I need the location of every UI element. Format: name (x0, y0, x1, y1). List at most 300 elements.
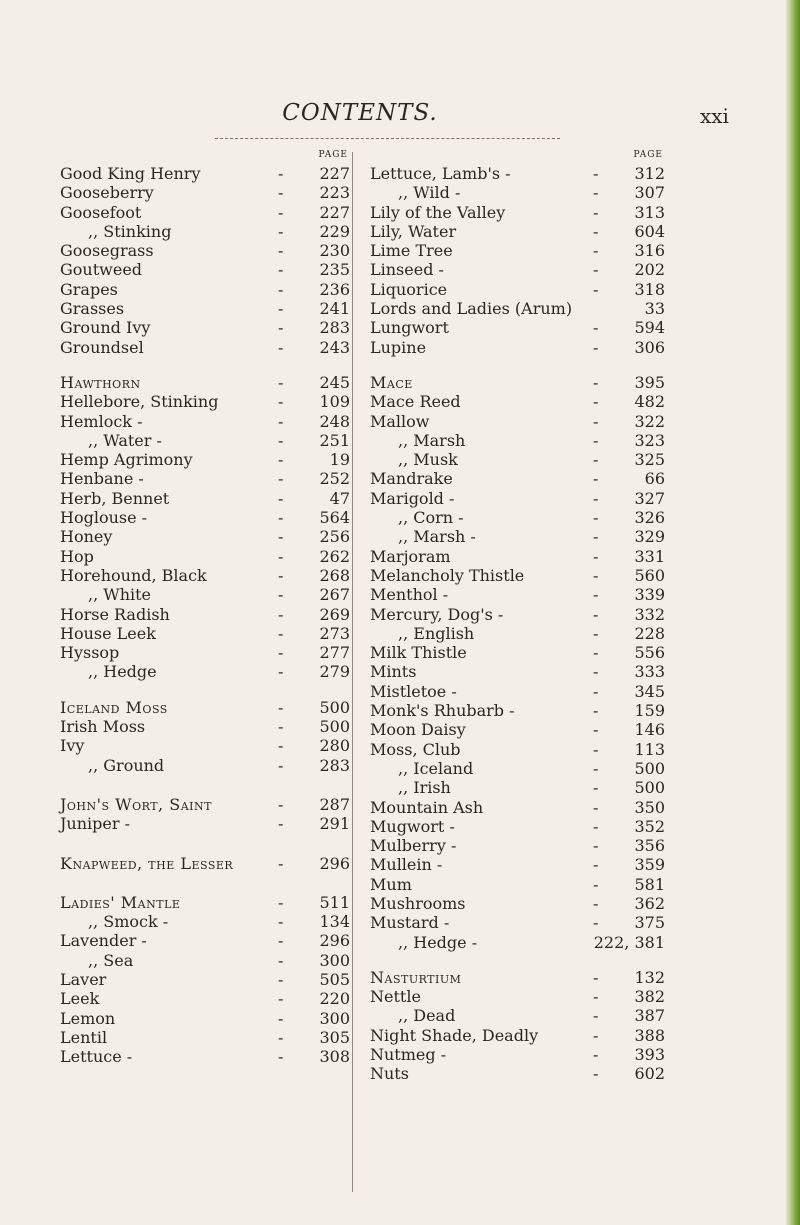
index-entry (370, 1026, 665, 1045)
index-entry (370, 894, 665, 913)
entry-name: Lettuce, Lamb's - (370, 164, 511, 183)
index-entry (370, 450, 665, 469)
entry-leader: - (278, 585, 284, 605)
entry-leader: - (593, 720, 599, 740)
entry-page-number: 300 (319, 1008, 350, 1028)
entry-page-number: 19 (329, 450, 350, 470)
entry-leader: - (593, 279, 599, 299)
index-entry (370, 987, 665, 1006)
entry-name: Marjoram (370, 546, 451, 566)
entry-leader: - (278, 931, 284, 951)
entry-name: Grasses (60, 299, 125, 319)
entry-page-number: 604 (634, 221, 665, 241)
entry-leader: - (593, 1064, 599, 1084)
entry-page-number: 511 (319, 892, 350, 912)
header-rule (215, 138, 560, 139)
section-gap (60, 682, 350, 698)
entry-leader: - (278, 469, 284, 489)
entry-leader: - (278, 912, 284, 932)
entry-page-number: 222, 381 (593, 932, 665, 952)
entry-leader: - (593, 797, 599, 817)
index-entry (60, 1009, 350, 1028)
entry-page-number: 277 (319, 643, 350, 663)
entry-leader: - (278, 546, 284, 566)
entry-name: Mace (370, 372, 413, 392)
column-divider (352, 152, 353, 1192)
entry-leader: - (278, 892, 284, 912)
entry-page-number: 393 (634, 1045, 665, 1065)
index-entry (60, 854, 350, 873)
entry-page-number: 132 (634, 967, 665, 987)
entry-leader: - (278, 392, 284, 412)
entry-page-number: 268 (319, 565, 350, 585)
entry-page-number: 350 (634, 797, 665, 817)
entry-name: Mandrake (370, 469, 453, 489)
index-entry (370, 778, 665, 797)
entry-name: Mulberry - (370, 836, 457, 856)
entry-page-number: 500 (319, 717, 350, 737)
index-entry (60, 814, 350, 833)
entry-leader: - (593, 469, 599, 489)
entry-leader: - (278, 717, 284, 737)
index-entry (370, 1006, 665, 1025)
entry-page-number: 482 (634, 392, 665, 412)
entry-page-number: 296 (319, 931, 350, 951)
index-entry (370, 260, 665, 279)
entry-page-number: 279 (319, 662, 350, 682)
entry-name: ,, Water - (88, 430, 162, 450)
index-entry (370, 183, 665, 202)
entry-page-number: 245 (319, 372, 350, 392)
entry-leader: - (593, 488, 599, 508)
entry-page-number: 375 (634, 913, 665, 933)
entry-page-number: 395 (634, 372, 665, 392)
entry-page-number: 332 (634, 604, 665, 624)
index-entry (60, 373, 350, 392)
entry-leader: - (593, 241, 599, 261)
entry-name: Lily of the Valley (370, 202, 506, 222)
entry-leader: - (278, 736, 284, 756)
index-entry (60, 970, 350, 989)
entry-name: Lupine (370, 337, 427, 357)
entry-page-number: 387 (634, 1006, 665, 1026)
entry-page-number: 307 (634, 183, 665, 203)
index-entry (60, 566, 350, 585)
entry-leader: - (278, 260, 284, 280)
entry-name: Lentil (60, 1027, 108, 1047)
index-entry (370, 798, 665, 817)
entry-page-number: 280 (319, 736, 350, 756)
entry-page-number: 283 (319, 755, 350, 775)
section-gap (370, 952, 665, 968)
entry-name: Linseed - (370, 260, 444, 280)
entry-name: Hemp Agrimony (60, 450, 193, 470)
index-entry (60, 164, 350, 183)
index-entry (370, 241, 665, 260)
index-entry (370, 566, 665, 585)
entry-name: Night Shade, Deadly (370, 1025, 539, 1045)
entry-name: Liquorice (370, 279, 448, 299)
index-entry (370, 469, 665, 488)
entry-leader: - (593, 527, 599, 547)
entry-leader: - (593, 260, 599, 280)
entry-page-number: 564 (319, 508, 350, 528)
index-entry (60, 450, 350, 469)
index-column-left (60, 150, 350, 1066)
entry-page-number: 594 (634, 318, 665, 338)
entry-name: Mallow (370, 411, 430, 431)
entry-page-number: 327 (634, 488, 665, 508)
entry-name: ,, Wild - (398, 183, 461, 203)
index-entry (60, 605, 350, 624)
entry-name: Mountain Ash (370, 797, 484, 817)
entry-page-number: 329 (634, 527, 665, 547)
index-entry (60, 736, 350, 755)
index-entry (370, 682, 665, 701)
index-entry (370, 720, 665, 739)
section-gap (60, 873, 350, 893)
index-entry (370, 203, 665, 222)
entry-name: ,, Hedge (88, 662, 157, 682)
entry-leader: - (278, 488, 284, 508)
entry-name: Nettle (370, 987, 421, 1007)
page-title: CONTENTS. (282, 100, 438, 126)
entry-page-number: 345 (634, 681, 665, 701)
entry-leader: - (593, 816, 599, 836)
entry-leader: - (593, 164, 599, 183)
page-column-header: PAGE (318, 150, 348, 160)
entry-name: ,, Sea (88, 950, 134, 970)
index-entry (370, 913, 665, 932)
entry-leader: - (593, 893, 599, 913)
entry-page-number: 318 (634, 279, 665, 299)
entry-leader: - (278, 279, 284, 299)
entry-leader: - (593, 508, 599, 528)
entry-name: Melancholy Thistle (370, 565, 525, 585)
entry-name: Hoglouse - (60, 508, 148, 528)
entry-page-number: 109 (319, 392, 350, 412)
entry-page-number: 500 (634, 778, 665, 798)
entry-name: John's Wort, Saint (60, 794, 212, 814)
section-gap (370, 357, 665, 373)
index-entry (60, 893, 350, 912)
index-entry (370, 318, 665, 337)
entry-leader: - (278, 1008, 284, 1028)
entry-name: ,, Smock - (88, 912, 169, 932)
index-entry (60, 318, 350, 337)
entry-leader: - (278, 221, 284, 241)
entry-name: Hop (60, 546, 94, 566)
entry-leader: - (278, 337, 284, 357)
entry-page-number: 241 (319, 299, 350, 319)
entry-page-number: 283 (319, 318, 350, 338)
index-entry (370, 759, 665, 778)
index-entry (60, 489, 350, 508)
entry-page-number: 505 (319, 969, 350, 989)
index-entry (60, 1047, 350, 1066)
index-entry (370, 299, 665, 318)
entry-leader: - (593, 855, 599, 875)
entry-page-number: 202 (634, 260, 665, 280)
entry-page-number: 312 (634, 164, 665, 183)
entry-name: Mistletoe - (370, 681, 457, 701)
entry-name: Gooseberry (60, 183, 154, 203)
entry-name: Ladies' Mantle (60, 892, 181, 912)
entry-name: Horehound, Black (60, 565, 207, 585)
entry-name: Goosegrass (60, 241, 154, 261)
entry-leader: - (278, 430, 284, 450)
entry-leader: - (593, 681, 599, 701)
entry-page-number: 308 (319, 1047, 350, 1067)
entry-leader: - (278, 241, 284, 261)
index-entry (370, 643, 665, 662)
entry-name: Laver (60, 969, 107, 989)
entry-leader: - (278, 794, 284, 814)
entry-page-number: 287 (319, 794, 350, 814)
entry-leader: - (278, 755, 284, 775)
entry-page-number: 602 (634, 1064, 665, 1084)
entry-leader: - (278, 164, 284, 183)
entry-leader: - (593, 778, 599, 798)
entry-name: Irish Moss (60, 717, 146, 737)
index-entry (370, 624, 665, 643)
index-entry (60, 508, 350, 527)
entry-name: Knapweed, the Lesser (60, 853, 234, 873)
entry-name: Mints (370, 662, 417, 682)
entry-name: Groundsel (60, 337, 144, 357)
entry-leader: - (593, 546, 599, 566)
entry-leader: - (593, 967, 599, 987)
entry-name: Lavender - (60, 931, 147, 951)
index-entry (370, 547, 665, 566)
entry-name: Grapes (60, 279, 118, 299)
entry-leader: - (278, 643, 284, 663)
entry-leader: - (278, 950, 284, 970)
entry-page-number: 326 (634, 508, 665, 528)
entry-page-number: 220 (319, 989, 350, 1009)
entry-name: ,, Iceland (398, 758, 474, 778)
entry-leader: - (593, 585, 599, 605)
entry-page-number: 323 (634, 430, 665, 450)
entry-page-number: 243 (319, 337, 350, 357)
entry-page-number: 362 (634, 893, 665, 913)
entry-name: ,, Irish (398, 778, 451, 798)
entry-page-number: 300 (319, 950, 350, 970)
entry-name: Lemon (60, 1008, 116, 1028)
entry-page-number: 227 (319, 164, 350, 183)
index-entry (370, 875, 665, 894)
entry-page-number: 134 (319, 912, 350, 932)
index-entry (60, 624, 350, 643)
index-entry (370, 933, 665, 952)
entry-name: Juniper - (60, 814, 130, 834)
entry-leader: - (593, 202, 599, 222)
page-number: xxi (700, 104, 729, 128)
index-entry (370, 412, 665, 431)
page-edge-shadow (786, 0, 800, 1225)
entry-name: Hyssop (60, 643, 120, 663)
entry-name: Hemlock - (60, 411, 143, 431)
index-entry (60, 222, 350, 241)
entry-leader: - (278, 853, 284, 873)
index-entry (60, 585, 350, 604)
entry-leader: - (278, 1047, 284, 1067)
entry-page-number: 305 (319, 1027, 350, 1047)
index-entry (370, 280, 665, 299)
entry-leader: - (278, 697, 284, 717)
entry-page-number: 291 (319, 814, 350, 834)
entry-name: Lettuce - (60, 1047, 133, 1067)
entry-name: ,, White (88, 585, 152, 605)
index-entry (60, 469, 350, 488)
index-entry (370, 662, 665, 681)
entry-leader: - (278, 372, 284, 392)
index-entry (370, 817, 665, 836)
entry-name: Lime Tree (370, 241, 453, 261)
entry-page-number: 333 (634, 662, 665, 682)
entry-page-number: 230 (319, 241, 350, 261)
index-entry (60, 989, 350, 1008)
index-entry (370, 392, 665, 411)
index-entry (370, 431, 665, 450)
entry-page-number: 581 (634, 874, 665, 894)
index-entry (60, 662, 350, 681)
index-entry (60, 412, 350, 431)
entry-leader: - (278, 202, 284, 222)
entry-name: Mace Reed (370, 392, 461, 412)
entry-leader: - (593, 337, 599, 357)
entry-page-number: 556 (634, 643, 665, 663)
entry-page-number: 267 (319, 585, 350, 605)
entry-page-number: 251 (319, 430, 350, 450)
entry-page-number: 560 (634, 565, 665, 585)
entry-leader: - (593, 318, 599, 338)
entry-name: Leek (60, 989, 100, 1009)
index-entry (60, 912, 350, 931)
index-entry (60, 183, 350, 202)
entry-page-number: 313 (634, 202, 665, 222)
entry-name: ,, Ground (88, 755, 165, 775)
entry-leader: - (278, 183, 284, 203)
index-entry (60, 643, 350, 662)
entry-name: ,, Corn - (398, 508, 464, 528)
index-entry (370, 605, 665, 624)
entry-leader: - (593, 392, 599, 412)
index-entry (60, 951, 350, 970)
entry-name: Milk Thistle (370, 643, 467, 663)
index-entry (370, 701, 665, 720)
index-entry (370, 164, 665, 183)
entry-leader: - (593, 739, 599, 759)
entry-page-number: 359 (634, 855, 665, 875)
entry-name: Nasturtium (370, 967, 462, 987)
entry-name: Hellebore, Stinking (60, 392, 219, 412)
index-entry (370, 338, 665, 357)
section-gap (60, 357, 350, 373)
entry-leader: - (593, 643, 599, 663)
entry-leader: - (593, 430, 599, 450)
entry-page-number: 146 (634, 720, 665, 740)
entry-list-left (60, 164, 350, 1066)
entry-name: ,, Marsh (398, 430, 466, 450)
entry-page-number: 66 (644, 469, 665, 489)
entry-leader: - (593, 604, 599, 624)
entry-name: Mustard - (370, 913, 450, 933)
entry-page-number: 229 (319, 221, 350, 241)
index-entry (60, 338, 350, 357)
entry-leader: - (593, 758, 599, 778)
entry-page-number: 113 (634, 739, 665, 759)
entry-page-number: 256 (319, 527, 350, 547)
entry-name: Hawthorn (60, 372, 141, 392)
entry-leader: - (593, 913, 599, 933)
entry-leader: - (593, 411, 599, 431)
page-column-header: PAGE (633, 150, 663, 160)
index-entry (370, 968, 665, 987)
entry-leader: - (278, 1027, 284, 1047)
entry-page-number: 500 (319, 697, 350, 717)
entry-page-number: 356 (634, 836, 665, 856)
entry-page-number: 235 (319, 260, 350, 280)
index-entry (60, 392, 350, 411)
entry-leader: - (278, 527, 284, 547)
entry-name: House Leek (60, 623, 156, 643)
entry-name: Nutmeg - (370, 1045, 447, 1065)
entry-list-right (370, 164, 665, 1084)
entry-name: Goosefoot (60, 202, 142, 222)
entry-name: Nuts (370, 1064, 409, 1084)
entry-name: Lily, Water (370, 221, 457, 241)
index-entry (370, 373, 665, 392)
entry-name: Marigold - (370, 488, 455, 508)
entry-page-number: 262 (319, 546, 350, 566)
index-entry (370, 527, 665, 546)
entry-name: Lords and Ladies (Arum) (370, 299, 573, 319)
entry-name: Mullein - (370, 855, 443, 875)
entry-page-number: 322 (634, 411, 665, 431)
entry-name: Mugwort - (370, 816, 455, 836)
entry-name: ,, Marsh - (398, 527, 476, 547)
entry-name: Moss, Club (370, 739, 461, 759)
entry-leader: - (278, 450, 284, 470)
index-entry (370, 585, 665, 604)
entry-leader: - (593, 662, 599, 682)
entry-leader: - (593, 450, 599, 470)
entry-name: Ivy (60, 736, 85, 756)
index-entry (370, 855, 665, 874)
entry-name: Menthol - (370, 585, 449, 605)
entry-name: Mum (370, 874, 412, 894)
index-entry (60, 795, 350, 814)
index-entry (370, 1064, 665, 1083)
entry-leader: - (278, 318, 284, 338)
entry-name: Monk's Rhubarb - (370, 701, 515, 721)
entry-leader: - (278, 814, 284, 834)
entry-page-number: 159 (634, 701, 665, 721)
entry-name: Honey (60, 527, 113, 547)
entry-page-number: 269 (319, 604, 350, 624)
index-entry (60, 717, 350, 736)
entry-leader: - (593, 1025, 599, 1045)
entry-name: ,, English (398, 623, 475, 643)
entry-leader: - (278, 411, 284, 431)
entry-page-number: 227 (319, 202, 350, 222)
entry-name: ,, Dead (398, 1006, 456, 1026)
index-entry (60, 698, 350, 717)
entry-leader: - (593, 836, 599, 856)
index-entry (60, 547, 350, 566)
entry-page-number: 236 (319, 279, 350, 299)
